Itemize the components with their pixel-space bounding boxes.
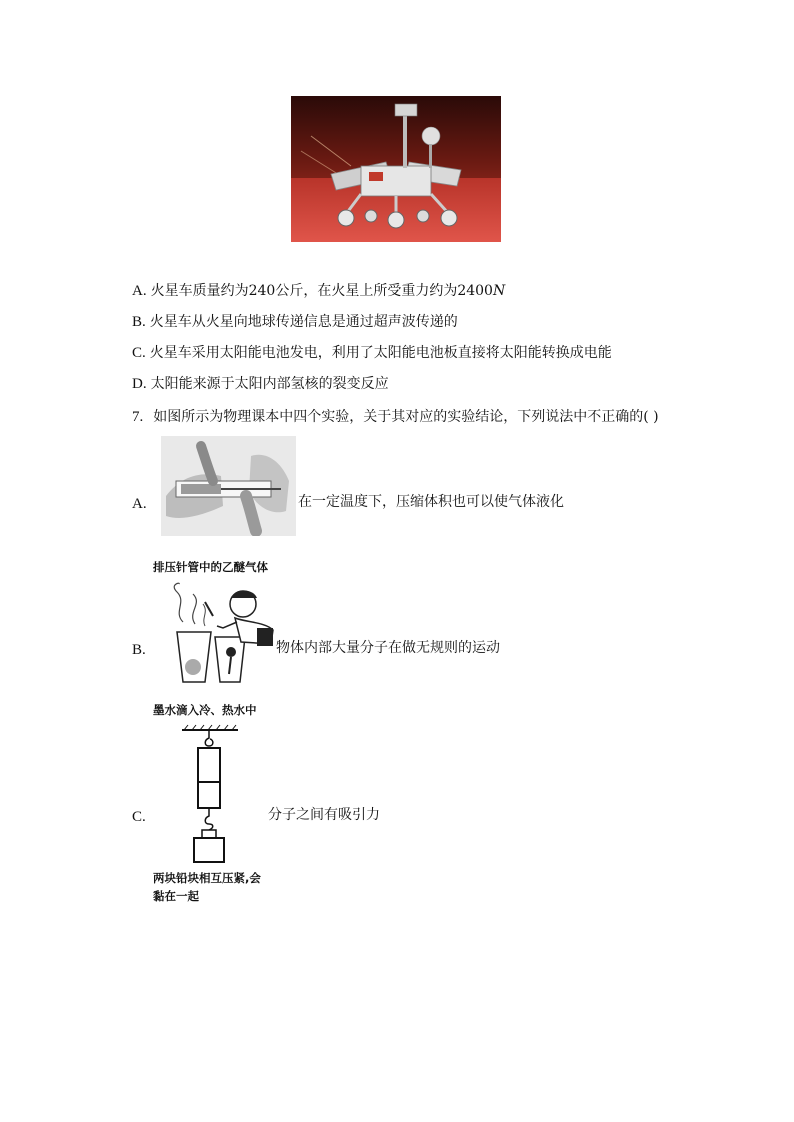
- question-text: 如图所示为物理课本中四个实验，关于其对应的实验结论，下列说法中不正确的( ): [153, 409, 659, 425]
- mars-option-d: [132, 374, 389, 394]
- option-label: A.: [132, 496, 147, 512]
- q7-option-a-text: 在一定温度下，压缩体积也可以使气体液化: [298, 494, 564, 510]
- option-text: 太阳能来源于太阳内部氢核的裂变反应: [150, 376, 389, 392]
- option-label: B.: [132, 314, 146, 330]
- q7-option-c-label: [132, 807, 146, 827]
- q7-option-b-label: [132, 640, 146, 660]
- option-label: A.: [132, 283, 147, 299]
- question-number: 7.: [132, 409, 144, 425]
- q7-option-a-label: [132, 494, 147, 514]
- option-text: 火星车采用太阳能电池发电，利用了太阳能电池板直接将太阳能转换成电能: [149, 345, 612, 361]
- question-7-stem: [132, 407, 659, 427]
- mars-option-c: [132, 343, 612, 363]
- option-text: 火星车从火星向地球传递信息是通过超声波传递的: [149, 314, 458, 330]
- mars-option-a: [132, 281, 505, 301]
- mars-rover-photo: [291, 96, 501, 242]
- option-text: 火星车质量约为240公斤，在火星上所受重力约为2400: [150, 283, 493, 299]
- q7-option-b-caption: 墨水滴入冷、热水中: [153, 703, 257, 717]
- q7-option-c-caption-line2: 黏在一起: [153, 889, 199, 903]
- option-label: C.: [132, 809, 146, 825]
- syringe-photo: [161, 436, 296, 536]
- option-label: B.: [132, 642, 146, 658]
- option-label: D.: [132, 376, 147, 392]
- q7-option-c-caption-line1: 两块铅块相互压紧,会: [153, 871, 261, 885]
- option-unit: N: [492, 283, 506, 299]
- q7-option-b-text: 物体内部大量分子在做无规则的运动: [276, 640, 500, 656]
- option-label: C.: [132, 345, 146, 361]
- lead-blocks-drawing: [180, 724, 240, 866]
- q7-option-a-caption: 排压针管中的乙醚气体: [153, 560, 268, 574]
- ink-diffusion-drawing: [165, 582, 277, 688]
- mars-option-b: [132, 312, 458, 332]
- q7-option-c-text: 分子之间有吸引力: [268, 807, 380, 823]
